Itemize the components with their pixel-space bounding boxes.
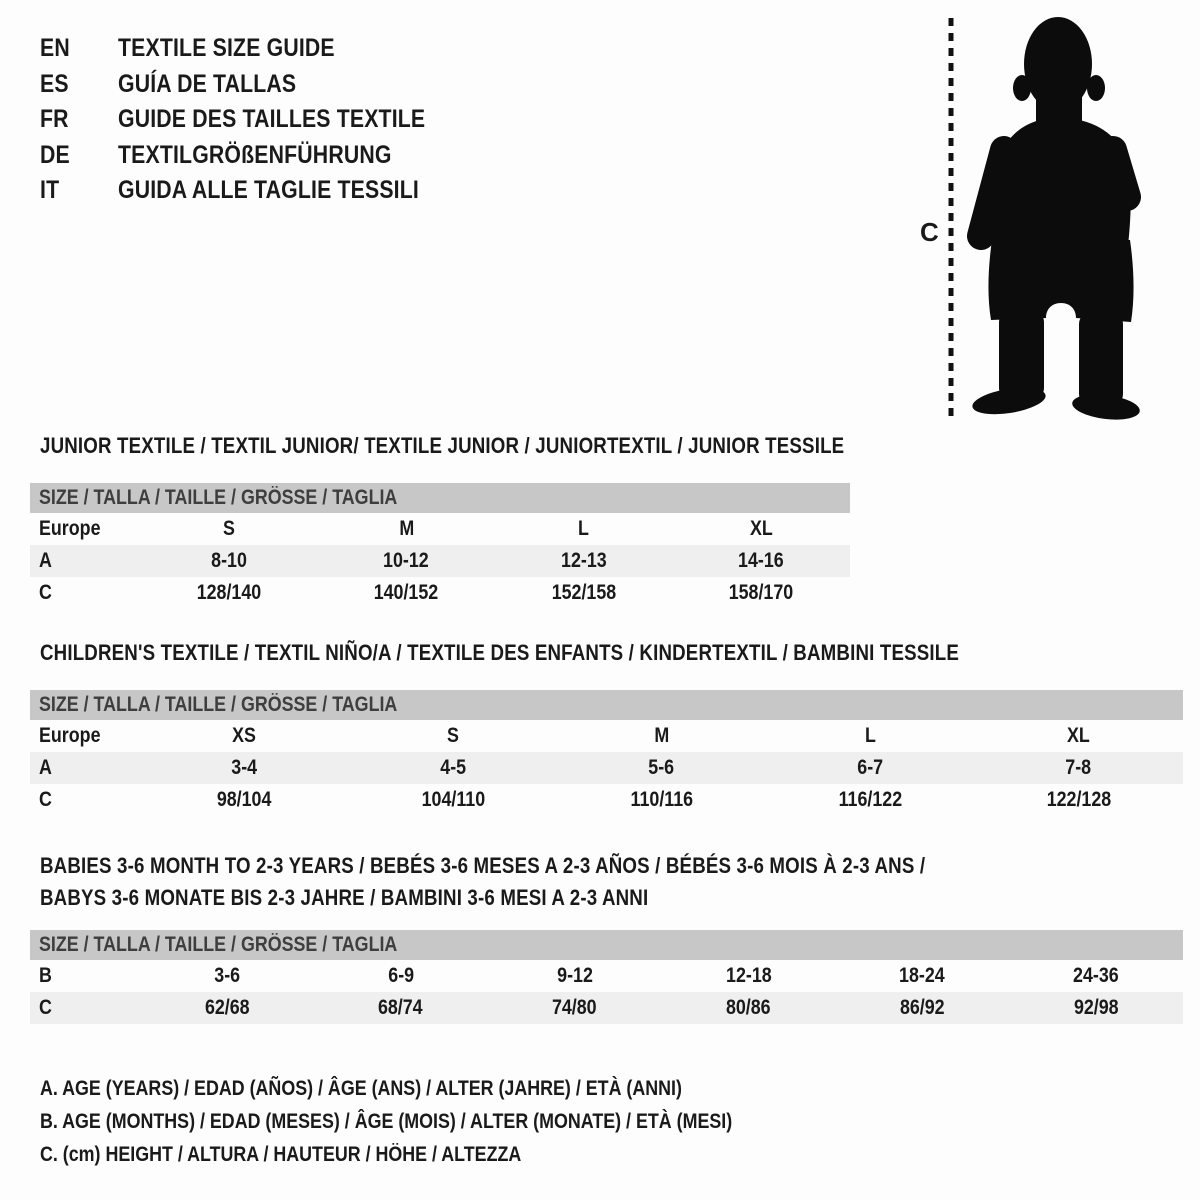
language-title-list (40, 31, 480, 209)
size-cell: 6-9 (387, 964, 414, 987)
children-size-table (30, 690, 1183, 816)
table-row-europe (30, 720, 1183, 752)
row-label: B (39, 964, 52, 987)
babies-size-table (30, 930, 1183, 1024)
size-cell: 8-10 (210, 549, 247, 572)
size-cell: M (654, 724, 669, 747)
size-header-label: SIZE / TALLA / TAILLE / GRÖSSE / TAGLIA (39, 693, 398, 716)
size-header-bar (30, 483, 850, 513)
size-cell: S (222, 517, 235, 540)
size-cell: 140/152 (373, 581, 439, 604)
table-row-age-a (30, 545, 850, 577)
size-cell: 98/104 (216, 788, 272, 811)
children-section-title: CHILDREN'S TEXTILE / TEXTIL NIÑO/A / TEXTILE DES ENFANTS / KINDERTEXTIL / BAMBINI TESSILE (40, 640, 959, 665)
language-row (40, 102, 480, 138)
guide-title: TEXTILGRÖßENFÜHRUNG (118, 140, 392, 169)
size-cell: 7-8 (1065, 756, 1092, 779)
size-header-label: SIZE / TALLA / TAILLE / GRÖSSE / TAGLIA (39, 486, 398, 509)
row-label: C (39, 788, 52, 811)
size-cell: 128/140 (196, 581, 262, 604)
language-code: EN (40, 34, 70, 62)
size-cell: 18-24 (899, 964, 946, 987)
legend (40, 1072, 854, 1171)
size-header-bar (30, 690, 1183, 720)
figure-height-label: C (920, 217, 939, 247)
size-cell: L (864, 724, 876, 747)
size-cell: 74/80 (552, 996, 597, 1019)
size-cell: 12-13 (560, 549, 607, 572)
table-row-height-c (30, 784, 1183, 816)
size-cell: 104/110 (421, 788, 485, 811)
junior-section-title: JUNIOR TEXTILE / TEXTIL JUNIOR/ TEXTILE JUNIOR / JUNIORTEXTIL / JUNIOR TESSILE (40, 433, 845, 458)
size-cell: 14-16 (738, 549, 785, 572)
size-cell: 12-18 (725, 964, 772, 987)
size-cell: 6-7 (857, 756, 883, 779)
table-row-age-a (30, 752, 1183, 784)
size-cell: 24-36 (1073, 964, 1119, 987)
table-row-months-b (30, 960, 1183, 992)
size-cell: 92/98 (1073, 996, 1119, 1019)
junior-size-table (30, 483, 850, 609)
size-cell: 9-12 (556, 964, 593, 987)
language-code: ES (40, 69, 69, 98)
language-row (40, 31, 480, 67)
size-cell: S (446, 724, 459, 747)
language-code: IT (40, 176, 60, 204)
guide-title: GUIDE DES TAILLES TEXTILE (118, 105, 426, 133)
table-row-europe (30, 513, 850, 545)
size-cell: 152/158 (551, 581, 617, 604)
row-label: A (39, 756, 52, 779)
size-cell: M (398, 517, 414, 540)
row-label: C (39, 581, 52, 604)
guide-title: GUÍA DE TALLAS (118, 69, 297, 98)
baby-silhouette-icon (880, 0, 1200, 430)
legend-line-c: C. (cm) HEIGHT / ALTURA / HAUTEUR / HÖHE / ALTEZZA (40, 1143, 522, 1166)
size-cell: 3-6 (214, 964, 240, 987)
size-cell: 3-4 (231, 756, 258, 779)
size-cell: XS (232, 724, 257, 747)
language-row (40, 67, 480, 103)
size-cell: L (578, 517, 590, 540)
row-label: Europe (39, 517, 101, 540)
size-cell: 122/128 (1046, 788, 1111, 811)
size-cell: 5-6 (648, 756, 675, 779)
language-row (40, 138, 480, 174)
language-code: FR (40, 105, 69, 133)
size-cell: 158/170 (728, 581, 794, 604)
legend-line-b: B. AGE (MONTHS) / EDAD (MESES) / ÂGE (MOIS) / ALTER (MONATE) / ETÀ (MESI) (40, 1110, 733, 1133)
row-label: Europe (39, 724, 101, 747)
size-header-bar (30, 930, 1183, 960)
guide-title: GUIDA ALLE TAGLIE TESSILI (118, 176, 419, 204)
size-cell: 10-12 (383, 549, 430, 572)
guide-title: TEXTILE SIZE GUIDE (118, 34, 335, 62)
size-cell: 62/68 (204, 996, 250, 1019)
row-label: A (39, 549, 52, 572)
size-cell: XL (1067, 724, 1091, 747)
size-cell: 80/86 (726, 996, 771, 1019)
size-cell: 68/74 (378, 996, 424, 1019)
legend-line-a: A. AGE (YEARS) / EDAD (AÑOS) / ÂGE (ANS) / ALTER (JAHRE) / ETÀ (ANNI) (40, 1077, 682, 1100)
babies-section-title-line1: BABIES 3-6 MONTH TO 2-3 YEARS / BEBÉS 3-6 MESES A 2-3 AÑOS / BÉBÉS 3-6 MOIS À 2-3 ANS / (40, 853, 926, 878)
language-code: DE (40, 140, 70, 169)
table-row-height-c (30, 577, 850, 609)
size-cell: 116/122 (838, 788, 902, 811)
row-label: C (39, 996, 52, 1019)
size-cell: 4-5 (439, 756, 466, 779)
size-cell: XL (749, 517, 773, 540)
size-cell: 86/92 (899, 996, 945, 1019)
size-header-label: SIZE / TALLA / TAILLE / GRÖSSE / TAGLIA (39, 933, 398, 956)
size-cell: 110/116 (630, 788, 693, 811)
language-row (40, 173, 480, 209)
table-row-height-c (30, 992, 1183, 1024)
babies-section-title-line2: BABYS 3-6 MONATE BIS 2-3 JAHRE / BAMBINI 3-6 MESI A 2-3 ANNI (40, 885, 649, 910)
